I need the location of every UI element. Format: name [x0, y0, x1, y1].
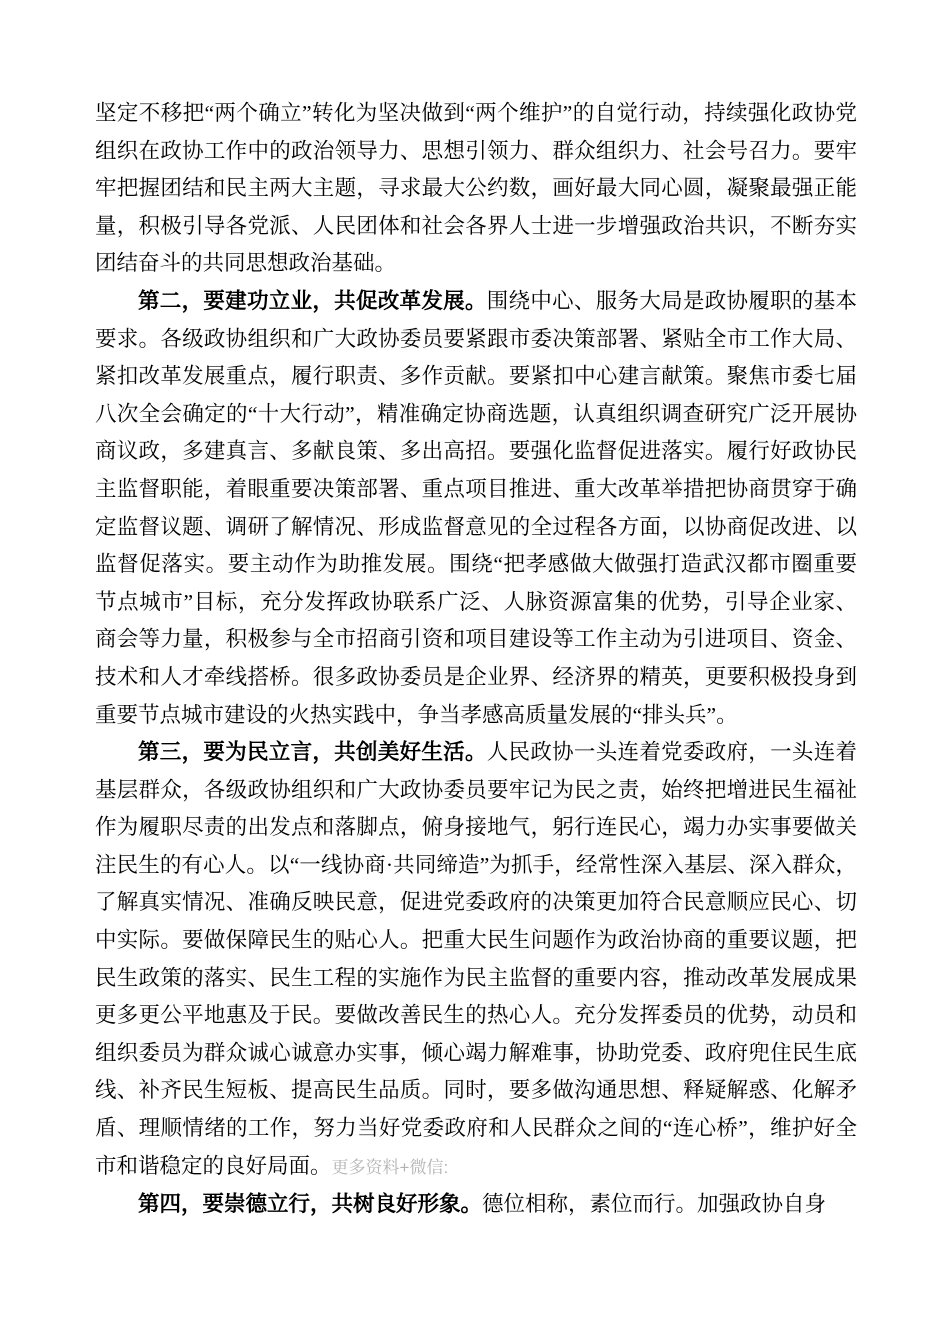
paragraph-4-lead: 第四，要崇德立行，共树良好形象。 — [138, 1192, 483, 1217]
paragraph-3-text: 人民政协一头连着党委政府，一头连着基层群众，各级政协组织和广大政协委员要牢记为民之责，始终把增进民生福祉作为履职尽责的出发点和落脚点，俯身接地气，躬行连民心，竭力办实事要做关注民生的有心人。以“一线协商·共同缔造”为抓手，经常性深入基层、深入群众，了解真实情况、准确反映民意，促进党委政府的决策更加符合民意顺应民心、切中实际。要做保障民生的贴心人。把重大民生问题作为政治协商的重要议题，把民生政策的落实、民生工程的实施作为民主监督的重要内容，推动改革发展成果更多更公平地惠及于民。要做改善民生的热心人。充分发挥委员的优势，动员和组织委员为群众诚心诚意办实事，倾心竭力解难事，协助党委、政府兜住民生底线、补齐民生短板、提高民生品质。同时，要多做沟通思想、释疑解惑、化解矛盾、理顺情绪的工作，努力当好党委政府和人民群众之间的“连心桥”，维护好全市和谐稳定的良好局面。 — [95, 740, 857, 1178]
paragraph-1 — [95, 95, 857, 283]
paragraph-3-lead: 第三，要为民立言，共创美好生活。 — [138, 740, 487, 765]
paragraph-2-lead: 第二，要建功立业，共促改革发展。 — [138, 288, 487, 313]
watermark-text: 更多资料+微信: — [331, 1157, 449, 1177]
paragraph-1-text: 坚定不移把“两个确立”转化为坚决做到“两个维护”的自觉行动，持续强化政协党组织在政协工作中的政治领导力、思想引领力、群众组织力、社会号召力。要牢牢把握团结和民主两大主题，寻求最大公约数，画好最大同心圆，凝聚最强正能量，积极引导各党派、人民团体和社会各界人士进一步增强政治共识，不断夯实团结奋斗的共同思想政治基础。 — [95, 101, 857, 276]
paragraph-4-text: 德位相称，素位而行。加强政协自身 — [482, 1192, 827, 1217]
paragraph-3 — [95, 734, 857, 1186]
paragraph-2 — [95, 283, 857, 734]
paragraph-2-text: 围绕中心、服务大局是政协履职的基本要求。各级政协组织和广大政协委员要紧跟市委决策部署、紧贴全市工作大局、紧扣改革发展重点，履行职责、多作贡献。要紧扣中心建言献策。聚焦市委七届八次全会确定的“十大行动”，精准确定协商选题，认真组织调查研究广泛开展协商议政，多建真言、多献良策、多出高招。要强化监督促进落实。履行好政协民主监督职能，着眼重要决策部署、重点项目推进、重大改革举措把协商贯穿于确定监督议题、调研了解情况、形成监督意见的全过程各方面，以协商促改进、以监督促落实。要主动作为助推发展。围绕“把孝感做大做强打造武汉都市圈重要节点城市”目标，充分发挥政协联系广泛、人脉资源富集的优势，引导企业家、商会等力量，积极参与全市招商引资和项目建设等工作主动为引进项目、资金、技术和人才牵线搭桥。很多政协委员是企业界、经济界的精英，更要积极投身到重要节点城市建设的火热实践中，争当孝感高质量发展的“排头兵”。 — [95, 288, 857, 727]
paragraph-4 — [95, 1186, 857, 1224]
